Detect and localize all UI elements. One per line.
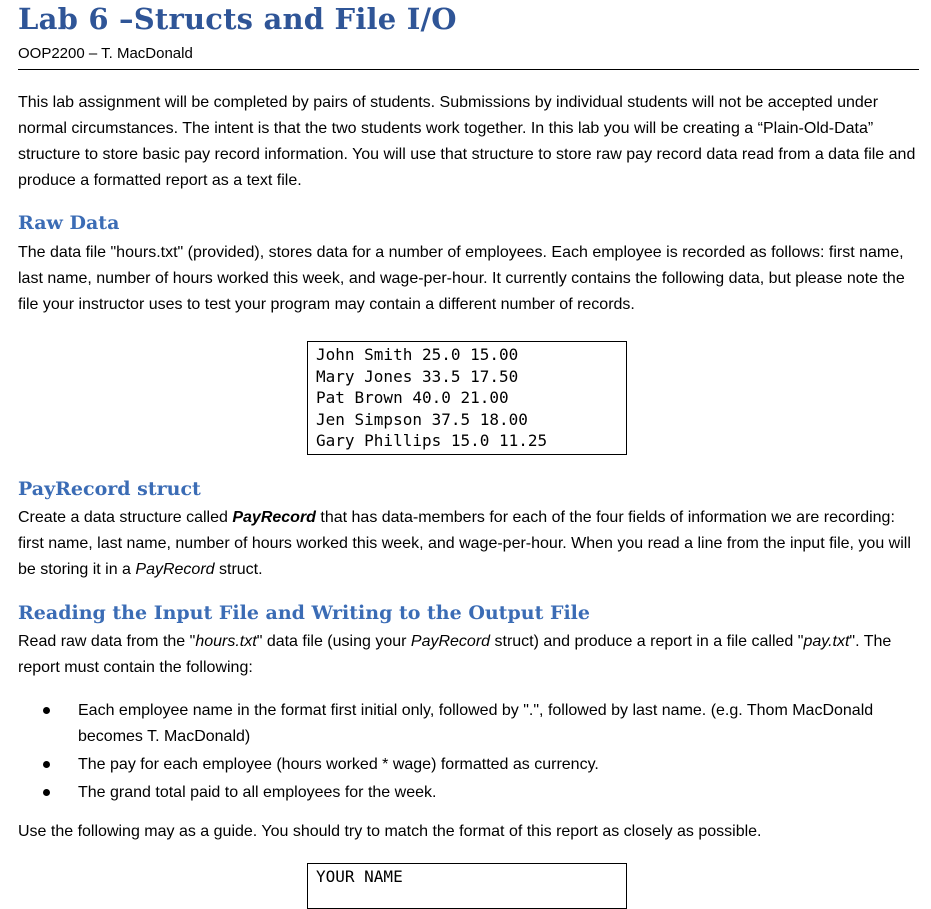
payrecord-text: that has data-members for each of the four fields of information we are recording: first name, last name, number of hours worked this week, and wage-per-hour. When you read a line from the input file, you will be storing it in a	[18, 509, 911, 578]
list-item-text: The pay for each employee (hours worked * wage) formatted as currency.	[78, 756, 599, 773]
reading-heading: Reading the Input File and Writing to the Output File	[18, 602, 590, 624]
struct-name-italic: PayRecord	[410, 633, 491, 650]
list-item	[18, 780, 878, 806]
reading-text: Read raw data from the "	[18, 633, 196, 650]
page-title: Lab 6 –Structs and File I/O	[18, 2, 457, 36]
reading-paragraph	[18, 629, 918, 681]
bullet-icon	[43, 761, 50, 768]
list-item	[18, 752, 878, 778]
struct-name: PayRecord	[232, 509, 316, 526]
data-line: Jen Simpson 37.5 18.00	[316, 409, 528, 429]
list-item-text: The grand total paid to all employees for the week.	[78, 784, 437, 801]
struct-name-italic: PayRecord	[135, 561, 215, 578]
requirements-list	[18, 698, 878, 808]
reading-text: " data file (using your	[256, 633, 411, 650]
bullet-icon	[43, 789, 50, 796]
list-item-text: Each employee name in the format first initial only, followed by ".", followed by last name. (e.g. Thom MacDonald becomes T. MacDonald)	[78, 702, 874, 745]
payrecord-text: struct.	[214, 561, 263, 578]
bullet-icon	[43, 707, 50, 714]
raw-data-paragraph: The data file "hours.txt" (provided), stores data for a number of employees. Each employee is recorded as follows: first name, last name, number of hours worked this week, and wage-per-hour. It currently contains the following data, but please note the file your instructor uses to test your program may contain a different number of records.	[18, 244, 905, 313]
input-filename: hours.txt	[195, 633, 257, 650]
hours-data-box	[307, 341, 627, 455]
title-divider	[18, 69, 919, 70]
reading-text: ". The report must contain the following:	[18, 633, 892, 676]
data-line: Gary Phillips 15.0 11.25	[316, 431, 548, 450]
raw-data-heading: Raw Data	[18, 212, 120, 234]
list-item	[18, 698, 878, 750]
payrecord-text: Create a data structure called	[18, 509, 233, 526]
data-line: Pat Brown 40.0 21.00	[316, 388, 509, 407]
payrecord-heading: PayRecord struct	[18, 478, 201, 500]
data-line: Mary Jones 33.5 17.50	[316, 366, 519, 386]
payrecord-paragraph	[18, 505, 918, 583]
reading-text: struct) and produce a report in a file called "	[490, 633, 804, 650]
page-subtitle: OOP2200 – T. MacDonald	[18, 45, 193, 62]
data-line: John Smith 25.0 15.00	[316, 345, 519, 364]
report-sample-box	[307, 863, 627, 909]
guide-paragraph: Use the following may as a guide. You should try to match the format of this report as closely as possible.	[18, 823, 762, 840]
intro-paragraph: This lab assignment will be completed by pairs of students. Submissions by individual students will not be accepted under normal circumstances. The intent is that the two students work together. In this lab you will be creating a “Plain-Old-Data” structure to store basic pay record information. You will use that structure to store raw pay record data read from a data file and produce a formatted report as a text file.	[18, 94, 916, 189]
report-line: YOUR NAME	[316, 867, 403, 886]
output-filename: pay.txt	[803, 633, 850, 650]
